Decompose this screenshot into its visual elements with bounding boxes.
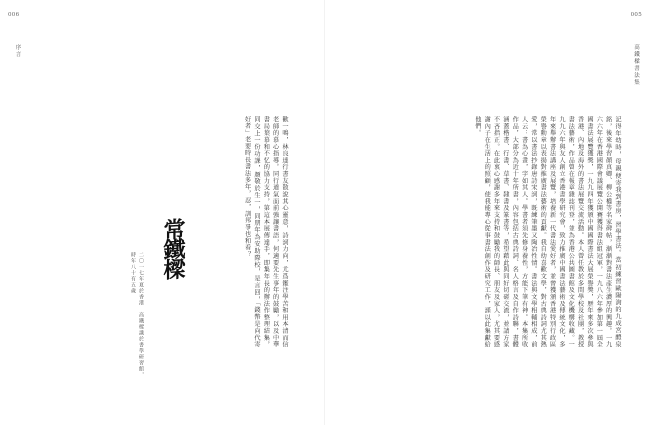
page-number-right: 005 (630, 12, 642, 18)
right-page (325, 0, 650, 425)
running-head-right: 高鐵樑書法集 (633, 44, 639, 86)
preface-text: 記得年幼時，母親便寄我到書房，習學書法。當初練習歐陽詢的九成宮醴泉銘，後來學習顏真卿、柳公權等名家碑帖，漸漸對書法產生濃厚的興趣。一九六六年在香港國際會議展覽公開賽獲得書法組冠軍，一九八六年參加第一屆全國書法展覽獲獎，一九九四年獲頒中國國際書法大展榮譽獎，歷年來多次參與香港、內地及海外的書法展覽交流活動。本人曾任教於多間學校及社團，教授書法藝術，作品曾在報章雜誌刊登，並為香港公共圖書館及文化機構收藏。一九九六年與友人創立香港書學研究會，致力推廣中國書法藝術及傳統文化，多年來舉辦書法講座及展覽，培養新一代書法愛好者，並曾獲頒香港特別行政區榮譽勳章以表揚對推廣書法藝術的貢獻。我自幼喜歡文學，對古典詩詞尤其熱愛，常以書法抄錄唐詩宋詞，既練筆墨又陶冶性情。書法與文學相輔相成，前人云：書為心畫，字如其人。學書者須先修身養性，方能下筆有神。本集所收作品，大部分為近十年所書，內容包括古典詩詞、名人格言及自作詩聯，書體涵蓋楷書、行書、草書、隸書及篆書等，希望藉此與同好切磋交流，並請方家不吝指正。在此衷心感謝多年來支持和鼓勵我的師長、朋友及家人，尤其要感謝內子在生活上的照顧，使我能專心從事書法創作及研究工作，謹以此集獻給他們。 (473, 116, 621, 348)
preface-text-continued: 歡一鳴，林良達行書友散說其心靈意，詩詞力向，尤爲鑑注學苦和用本清而信老師的慕心指導。同行道氣面前強讓書語，何適要先生事年的鼓勵，以及中華書局葉慕和不忆的協力支持，第這本展傳達手，即集年長的辦法作整理結集，同交上一份功課，顏敬於生一，同朋年為安助際校，是言回，「錢幣是向代寄好者」老要時長書法多年，忍，訓邦爭也和看？ (243, 116, 288, 348)
signature-dateline: 二〇一七年夏於香港 高鐵樑識於書學研習館，時年八十有五歲 (130, 252, 144, 378)
calligraphy-signature: 常鐵樑 (160, 217, 186, 279)
signature-block (160, 218, 206, 368)
page-number-left: 006 (8, 12, 20, 18)
running-head-left: 序言 (14, 44, 21, 58)
